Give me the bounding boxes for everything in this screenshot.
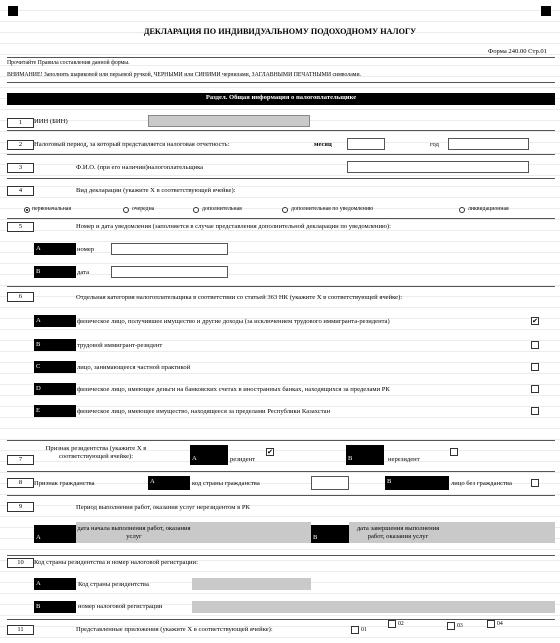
row-number: 8 xyxy=(7,478,34,488)
row-label: ИИН (БИН) xyxy=(34,118,68,125)
divider xyxy=(7,555,555,556)
category-label: трудовой иммигрант-резидент xyxy=(77,342,163,349)
form-title: ДЕКЛАРАЦИЯ ПО ИНДИВИДУАЛЬНОМУ ПОДОХОДНОМУ НАЛОГУ xyxy=(143,27,417,36)
divider xyxy=(7,286,555,287)
appendix-checkbox[interactable] xyxy=(447,622,455,630)
resident-label: резидент xyxy=(230,456,256,463)
work-start-date-field[interactable] xyxy=(192,522,311,543)
divider xyxy=(7,57,555,58)
declaration-type-label: очередна xyxy=(132,206,155,212)
divider xyxy=(7,82,555,83)
category-checkbox[interactable] xyxy=(531,363,539,371)
row-label: Признак резидентства (укажите Х в соответствующей ячейке): xyxy=(45,445,147,460)
row-number: 5 xyxy=(7,222,34,232)
row-label: Ф.И.О. (при его наличии)налогоплательщика xyxy=(76,164,204,171)
tax-registration-number-label: номер налоговой регистрации xyxy=(78,603,163,610)
month-field[interactable] xyxy=(347,138,385,150)
category-letter: B xyxy=(34,339,76,351)
row-label: Отдельная категория налогоплательщика в соответствии со статьей 363 НК (укажите Х в соответствующей ячейке): xyxy=(76,294,403,301)
citizenship-code-label: код страны гражданства xyxy=(192,480,260,487)
citizenship-code-field[interactable] xyxy=(311,476,349,490)
residence-country-code-label: Код страны резидентства xyxy=(78,581,149,588)
row-label: Вид декларации (укажите Х в соответствующей ячейке): xyxy=(76,187,236,194)
divider xyxy=(7,440,555,441)
year-field[interactable] xyxy=(448,138,529,150)
appendix-number: 01 xyxy=(361,627,367,633)
declaration-type-radio[interactable] xyxy=(459,207,465,213)
category-checkbox[interactable] xyxy=(531,385,539,393)
declaration-type-radio[interactable] xyxy=(123,207,129,213)
work-start-label: дата начала выполнения работ, оказания услуг xyxy=(77,525,191,540)
letter-b: B xyxy=(34,601,76,613)
category-checkbox[interactable] xyxy=(531,341,539,349)
row-label: Налоговый период, за который представляется налоговая отчетность: xyxy=(34,141,230,148)
note-warning: ВНИМАНИЕ! Заполнять шариковой или перьевой ручкой, ЧЕРНЫМИ или СИНИМИ чернилами, ЗАГЛАВНЫМИ ПЕЧАТНЫМИ символами. xyxy=(7,72,361,78)
appendix-number: 04 xyxy=(497,621,503,627)
row-number: 3 xyxy=(7,163,34,173)
month-label: месяц xyxy=(314,141,332,148)
declaration-type-radio[interactable] xyxy=(24,207,30,213)
declaration-type-label: дополнительная по уведомлению xyxy=(291,206,374,212)
form-reference: Форма 240.00 Стр.01 xyxy=(488,48,547,55)
letter-a: A xyxy=(34,243,76,255)
year-label: год xyxy=(430,141,440,148)
row-number: 9 xyxy=(7,502,34,512)
row-label: Представленные приложения (укажите Х в соответствующей ячейке): xyxy=(76,626,273,633)
divider xyxy=(7,471,555,472)
divider xyxy=(7,178,555,179)
category-letter: A xyxy=(34,315,76,327)
corner-marker-left xyxy=(8,6,18,16)
row-label: Код страны резидентства и номер налоговой регистрации: xyxy=(34,559,198,566)
letter-a: A xyxy=(148,476,190,490)
resident-checkbox[interactable]: ✔ xyxy=(267,448,273,456)
iin-field[interactable] xyxy=(148,115,310,127)
divider xyxy=(7,218,555,219)
category-checkbox[interactable]: ✔ xyxy=(532,317,538,325)
category-label: физическое лицо, имеющее имущество, находящееся за пределами Республики Казахстан xyxy=(77,408,331,415)
corner-marker-right xyxy=(541,6,551,16)
row-number: 2 xyxy=(7,140,34,150)
category-label: физическое лицо, получившее имущество и другие доходы (за исключением трудового иммигранта-резидента) xyxy=(77,318,390,325)
appendix-checkbox[interactable] xyxy=(388,620,396,628)
letter-a: A xyxy=(34,525,76,543)
tax-registration-number-field[interactable] xyxy=(192,601,555,613)
row-label: Период выполнения работ, оказания услуг нерезидентом в РК xyxy=(76,504,250,511)
row-number: 4 xyxy=(7,186,34,196)
category-letter: D xyxy=(34,383,76,395)
notice-date-field[interactable] xyxy=(111,266,228,278)
work-end-label: дата завершения выполнения работ, оказания услуг xyxy=(356,525,440,540)
stateless-label: лицо без гражданства xyxy=(451,480,512,487)
appendix-checkbox[interactable] xyxy=(487,620,495,628)
declaration-type-radio[interactable] xyxy=(193,207,199,213)
declaration-type-label: ликвидационная xyxy=(468,206,509,212)
notice-date-label: дата xyxy=(77,269,89,276)
letter-b: B xyxy=(34,266,76,278)
letter-a: A xyxy=(190,445,228,465)
letter-a: A xyxy=(34,578,76,590)
category-label: лицо, занимающееся частной практикой xyxy=(77,364,191,371)
notice-number-label: номер xyxy=(77,246,95,253)
letter-b: B xyxy=(311,525,349,543)
declaration-type-radio[interactable] xyxy=(282,207,288,213)
divider xyxy=(7,154,555,155)
category-label: физическое лицо, имеющее деньги на банковских счетах в иностранных банках, находящихся за пределами РК xyxy=(77,386,390,393)
appendix-number: 02 xyxy=(398,621,404,627)
row-number: 7 xyxy=(7,455,34,465)
residence-country-code-field[interactable] xyxy=(192,578,311,590)
row-number: 11 xyxy=(7,625,34,635)
row-label: Номер и дата уведомления (заполняется в случае представления дополнительной декларации по уведомлению): xyxy=(76,223,391,230)
row-number: 1 xyxy=(7,118,34,128)
nonresident-checkbox[interactable] xyxy=(450,448,458,456)
section-header: Раздел. Общая информация о налогоплательщике xyxy=(7,93,555,105)
category-checkbox[interactable] xyxy=(531,407,539,415)
appendix-checkbox[interactable] xyxy=(351,626,359,634)
row-number: 6 xyxy=(7,292,34,302)
category-letter: E xyxy=(34,405,76,417)
declaration-type-label: первоначальная xyxy=(32,206,72,212)
divider xyxy=(7,495,555,496)
category-letter: C xyxy=(34,361,76,373)
appendix-number: 03 xyxy=(457,623,463,629)
row-label: Признак гражданства xyxy=(34,480,95,487)
nonresident-label: нерезидент xyxy=(388,456,420,463)
stateless-checkbox[interactable] xyxy=(531,479,539,487)
notice-number-field[interactable] xyxy=(111,243,228,255)
letter-b: B xyxy=(385,476,449,490)
name-field[interactable] xyxy=(347,161,529,173)
note-rules: Прочитайте Правила составления данной формы. xyxy=(7,60,130,66)
letter-b: B xyxy=(346,445,384,465)
declaration-type-label: дополнительная xyxy=(202,206,242,212)
row-number: 10 xyxy=(7,558,34,568)
work-end-date-field[interactable] xyxy=(447,522,555,543)
divider xyxy=(7,619,555,620)
divider xyxy=(7,130,555,131)
